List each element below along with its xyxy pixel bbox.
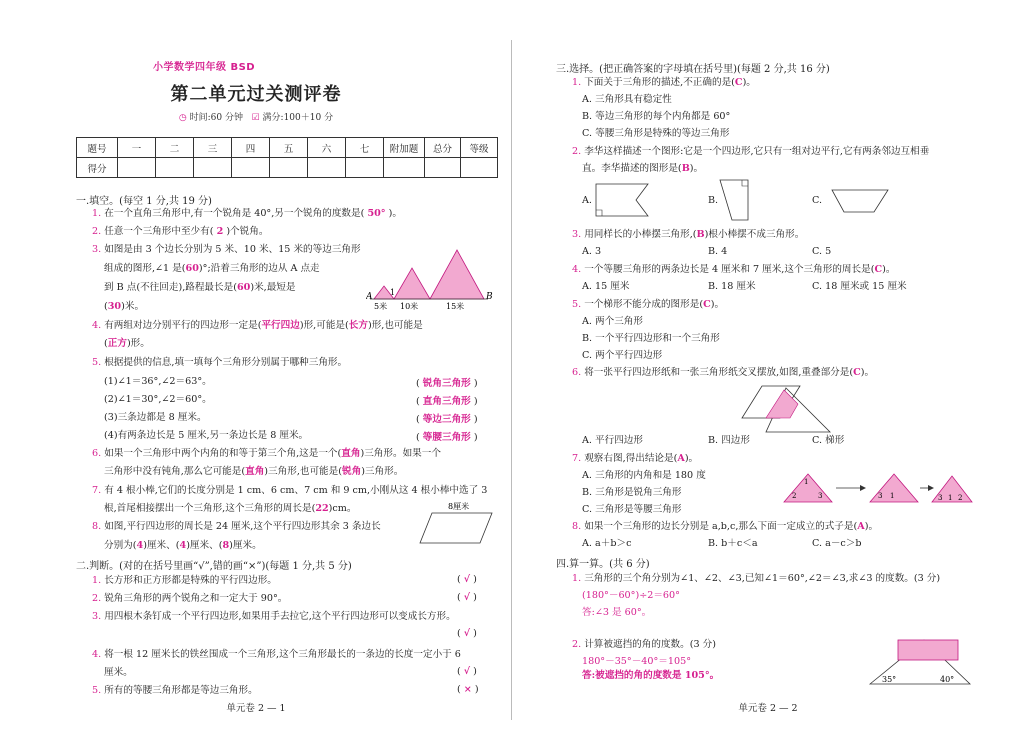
triangles-figure (366, 242, 496, 312)
question-number: 8. (92, 521, 102, 532)
q3-4 (572, 263, 895, 277)
q3-8-option-b: B. b＋c＜a (708, 538, 758, 549)
answer: 等腰三角形 (422, 432, 471, 443)
question-number: 4. (92, 649, 102, 660)
answer: 4 (179, 540, 187, 551)
shape-outline (832, 190, 888, 212)
score-table (76, 137, 498, 178)
side-5-label: 5米 (374, 302, 388, 311)
answer: 60 (185, 263, 199, 274)
hidden-angle-figure (868, 638, 972, 688)
q1-8-line2 (104, 539, 262, 553)
table-cell: 三 (194, 138, 232, 158)
score-table-header-row (77, 138, 498, 158)
question-number: 1. (92, 208, 102, 219)
section-fill-heading: 一.填空。(每空 1 分,共 19 分) (76, 196, 212, 207)
exam-meta (0, 110, 512, 123)
q3-3-option-c: C. 5 (812, 246, 832, 257)
question-text: )形,也可能是 (367, 320, 423, 331)
answer: C (874, 264, 883, 275)
q1-3-line2 (104, 262, 320, 276)
q3-2-line2 (582, 162, 703, 176)
angle-1-label: 1 (948, 494, 953, 502)
q1-4-line1 (92, 319, 423, 333)
q1-5-item-3: (3)三条边都是 8 厘米。 (104, 412, 207, 423)
question-text: 三角形的三个角分别为∠1、∠2、∠3,已知∠1＝60°,∠2＝∠3,求∠3 的度数。(3 分) (584, 573, 941, 584)
score-cell[interactable] (461, 158, 498, 178)
angle-3-label: 3 (818, 492, 823, 500)
question-text: )三角形。 (361, 466, 404, 477)
q1-2 (92, 225, 268, 239)
q3-3-option-a: A. 3 (582, 246, 602, 257)
left-footer: 单元卷 2 — 1 (226, 703, 286, 714)
question-text: 一个梯形不能分成的图形是( (584, 299, 704, 310)
question-text: )。 (689, 163, 704, 174)
q3-1-option-c: C. 等腰三角形是特殊的等边三角形 (582, 128, 730, 139)
question-text: 有 4 根小棒,它们的长度分别是 1 cm、6 cm、7 cm 和 9 cm,小刚从这 4 根小棒中选了 3 (104, 485, 488, 496)
angle-35-label: 35° (882, 675, 897, 684)
question-text: )。 (860, 367, 875, 378)
score-icon: ☑ (251, 113, 260, 123)
answer: × (463, 684, 472, 695)
answer: 直角 (341, 448, 361, 459)
arrow-head-icon (928, 485, 934, 491)
question-text: )厘米、( (143, 540, 180, 551)
question-text: 用四根木条钉成一个平行四边形,如果用手去拉它,这个平行四边形可以变成长方形。 (104, 611, 456, 622)
clock-icon: ◷ (178, 113, 187, 123)
q3-7-option-c: C. 三角形是等腰三角形 (582, 504, 682, 515)
right-angle-mark (742, 180, 748, 186)
question-text: )三角形,也可能是( (264, 466, 342, 477)
q3-3 (572, 228, 804, 242)
table-cell: 总分 (425, 138, 461, 158)
score-cell[interactable] (270, 158, 308, 178)
table-cell: 六 (308, 138, 346, 158)
q1-4-line2 (104, 337, 150, 351)
section-judge-heading: 二.判断。(对的在括号里画“√”,错的画“×”)(每题 1 分,共 5 分) (76, 561, 352, 572)
question-number: 6. (572, 367, 582, 378)
q3-8-option-a: A. a＋b＞c (582, 538, 632, 549)
question-number: 8. (572, 521, 582, 532)
q2-1 (92, 574, 277, 588)
q3-2-option-c: C. (812, 195, 823, 206)
q3-1 (572, 76, 756, 90)
question-text: 用同样长的小棒摆三角形,( (584, 229, 697, 240)
question-number: 3. (92, 244, 102, 255)
q1-5-item-2: (2)∠1＝30°,∠2＝60°。 (104, 394, 212, 405)
q1-1 (92, 207, 402, 221)
grade-tag: 小学数学四年级 BSD (153, 62, 256, 73)
question-text: )厘米、( (186, 540, 223, 551)
q3-4-option-a: A. 15 厘米 (582, 281, 630, 292)
question-text: 将一根 12 厘米长的铁丝围成一个三角形,这个三角形最长的一条边的长度一定小于 6 (104, 649, 461, 660)
answer: 正方 (107, 338, 127, 349)
option-b-shape (718, 178, 754, 222)
q1-5-head (92, 356, 347, 370)
question-text: )。 (388, 208, 402, 219)
q2-4-answer: ( √ ) (457, 666, 477, 677)
answer: 锐角三角形 (422, 378, 471, 389)
q1-5-item-1: (1)∠1＝36°,∠2＝63°。 (104, 376, 212, 387)
question-text: )形。 (126, 338, 150, 349)
overlap-region (766, 390, 798, 418)
question-text: )。 (684, 453, 699, 464)
q2-2 (92, 592, 287, 606)
question-text: 组成的图形,∠1 是( (104, 263, 186, 274)
answer: 锐角 (342, 466, 362, 477)
q1-8-line1 (92, 520, 381, 534)
q3-2-line1 (572, 145, 929, 159)
question-text: 观察右图,得出结论是( (584, 453, 678, 464)
answer: B (696, 229, 705, 240)
angle-1-label: 1 (804, 478, 809, 486)
question-text: 根据提供的信息,填一填每个三角形分别属于哪种三角形。 (104, 357, 348, 368)
angle-3-label: 3 (938, 494, 943, 502)
right-angle-mark (596, 210, 602, 216)
full-score: 满分:100＋10 分 (262, 113, 334, 123)
right-page (512, 0, 1024, 752)
score-table-score-row (77, 158, 498, 178)
angle-3-label: 3 (878, 492, 883, 500)
question-number: 5. (92, 685, 102, 696)
score-cell[interactable] (384, 158, 425, 178)
question-text: )三角形。如果一个 (360, 448, 441, 459)
question-text: 如图,平行四边形的周长是 24 厘米,这个平行四边形其余 3 条边长 (104, 521, 381, 532)
q1-3-line1 (92, 243, 361, 257)
triangle-large (430, 250, 484, 299)
answer: √ (463, 628, 471, 639)
question-number: 7. (92, 485, 102, 496)
question-number: 2. (92, 226, 102, 237)
answer: C (703, 299, 711, 310)
question-text: 一个等腰三角形的两条边长是 4 厘米和 7 厘米,这个三角形的周长是( (584, 264, 875, 275)
q3-4-option-b: B. 18 厘米 (708, 281, 756, 292)
section-choice-heading: 三.选择。(把正确答案的字母填在括号里)(每题 2 分,共 16 分) (556, 64, 830, 75)
answer: A (677, 453, 685, 464)
point-b-label: B (486, 292, 493, 302)
question-text: 到 B 点(不往回走),路程最长是( (104, 282, 237, 293)
question-text: 三角形中没有钝角,那么它可能是( (104, 466, 246, 477)
q3-1-option-b: B. 等边三角形的每个内角都是 60° (582, 111, 731, 122)
q2-5 (92, 684, 258, 698)
q1-3-line4 (104, 300, 144, 314)
time-limit: 时间:60 分钟 (189, 113, 243, 123)
question-number: 3. (92, 611, 102, 622)
answer: √ (463, 666, 471, 677)
section-calc-heading: 四.算一算。(共 6 分) (556, 559, 650, 570)
q4-1-work: (180°－60°)÷2＝60° (582, 590, 680, 601)
question-number: 1. (92, 575, 102, 586)
score-cell[interactable] (232, 158, 270, 178)
question-number: 6. (92, 448, 102, 459)
answer: 60 (236, 282, 251, 293)
q1-5-answer-1: ( 锐角三角形 ) (416, 378, 478, 389)
question-text: )。 (882, 264, 896, 275)
cover-rectangle (898, 640, 958, 660)
q3-6 (572, 366, 874, 380)
q2-5-answer: ( × ) (457, 684, 479, 695)
question-text: 下面关于三角形的描述,不正确的是( (584, 77, 735, 88)
q1-6-line1 (92, 447, 441, 461)
question-number: 1. (572, 77, 582, 88)
question-text: )。 (742, 77, 756, 88)
question-text: )根小棒摆不成三角形。 (704, 229, 805, 240)
side-length-label: 8厘米 (448, 502, 470, 511)
question-text: )米。 (121, 301, 145, 312)
q3-5-option-a: A. 两个三角形 (582, 316, 643, 327)
answer: A (857, 521, 865, 532)
q1-7-line1 (92, 484, 487, 498)
angle-sum-figure (782, 470, 976, 506)
question-text: )°;沿着三角形的边从 A 点走 (198, 263, 320, 274)
question-text: )。 (710, 299, 725, 310)
q3-5-option-b: B. 一个平行四边形和一个三角形 (582, 333, 720, 344)
question-text: 分别为( (104, 540, 137, 551)
q2-2-answer: ( √ ) (457, 592, 477, 603)
question-text: 李华这样描述一个图形:它是一个四边形,它只有一组对边平行,它有两条邻边互相垂 (584, 146, 930, 157)
q1-5-answer-4: ( 等腰三角形 ) (416, 432, 478, 443)
side-10-label: 10米 (400, 302, 419, 311)
q4-1 (572, 572, 940, 586)
answer: 30 (107, 301, 122, 312)
score-cell[interactable] (425, 158, 461, 178)
answer: B (681, 163, 690, 174)
question-number: 1. (572, 573, 582, 584)
table-cell: 题号 (77, 138, 118, 158)
q2-3 (92, 610, 456, 624)
answer: 8 (222, 540, 230, 551)
q3-2-option-b: B. (708, 195, 719, 206)
q3-3-option-b: B. 4 (708, 246, 728, 257)
q3-7-option-b: B. 三角形是锐角三角形 (582, 487, 682, 498)
q4-2-work: 180°－35°－40°＝105° (582, 656, 692, 667)
table-cell: 七 (346, 138, 384, 158)
answer: 2 (216, 226, 224, 237)
question-number: 2. (572, 639, 582, 650)
answer: C (734, 77, 743, 88)
question-text: 如果一个三角形的边长分别是 a,b,c,那么下面一定成立的式子是( (584, 521, 858, 532)
angle-2-label: 2 (958, 494, 963, 502)
q4-2-answer: 答:被遮挡的角的度数是 105°。 (582, 670, 720, 681)
question-number: 4. (92, 320, 102, 331)
question-text: 将一张平行四边形纸和一张三角形纸交叉摆放,如图,重叠部分是( (584, 367, 854, 378)
score-cell[interactable] (118, 158, 156, 178)
q3-1-option-a: A. 三角形具有稳定性 (582, 94, 672, 105)
q1-5-answer-3: ( 等边三角形 ) (416, 414, 478, 425)
shape-outline (596, 184, 648, 216)
score-cell[interactable] (308, 158, 346, 178)
answer: 长方 (348, 320, 368, 331)
q1-3-line3 (104, 281, 296, 295)
q2-4-line1 (92, 648, 461, 662)
score-cell[interactable] (156, 158, 194, 178)
question-number: 3. (572, 229, 582, 240)
question-number: 7. (572, 453, 582, 464)
q3-2-option-a: A. (582, 195, 592, 206)
angle-40-label: 40° (940, 675, 955, 684)
q3-6-option-c: C. 梯形 (812, 435, 845, 446)
q2-1-answer: ( √ ) (457, 574, 477, 585)
question-text: 锐角三角形的两个锐角之和一定大于 90°。 (104, 593, 288, 604)
q2-4-line2: 厘米。 (104, 667, 133, 678)
q4-1-answer: 答:∠3 是 60°。 (582, 607, 652, 618)
q1-5-answer-2: ( 直角三角形 ) (416, 396, 478, 407)
question-text: 如图是由 3 个边长分别为 5 米、10 米、15 米的等边三角形 (104, 244, 361, 255)
question-number: 4. (572, 264, 582, 275)
q3-7-option-a: A. 三角形的内角和是 180 度 (582, 470, 706, 481)
question-text: )厘米。 (229, 540, 262, 551)
question-text: )个锐角。 (226, 226, 269, 237)
q3-6-option-a: A. 平行四边形 (582, 435, 643, 446)
side-15-label: 15米 (446, 302, 465, 311)
answer: √ (463, 574, 471, 585)
parallelogram (420, 513, 492, 543)
question-text: 如果一个三角形中两个内角的和等于第三个角,这是一个( (104, 448, 342, 459)
table-cell: 附加题 (384, 138, 425, 158)
q3-4-option-c: C. 18 厘米或 15 厘米 (812, 281, 907, 292)
question-number: 5. (572, 299, 582, 310)
question-text: 直。李华描述的图形是( (582, 163, 682, 174)
q1-5-item-4: (4)有两条边长是 5 厘米,另一条边长是 8 厘米。 (104, 430, 309, 441)
answer: 4 (136, 540, 144, 551)
table-cell: 四 (232, 138, 270, 158)
parallelogram-figure (418, 500, 494, 546)
answer: 直角三角形 (422, 396, 471, 407)
triangle-medium (394, 268, 430, 299)
question-text: 计算被遮挡的角的度数。(3 分) (584, 639, 716, 650)
angle-1-label: 1 (390, 288, 396, 297)
question-text: )形,可能是( (299, 320, 349, 331)
answer: 22 (315, 503, 329, 514)
question-text: 所有的等腰三角形都是等边三角形。 (104, 685, 258, 696)
answer: √ (463, 592, 471, 603)
option-c-shape (830, 186, 890, 216)
answer: C (853, 367, 861, 378)
question-text: 在一个直角三角形中,有一个锐角是 40°,另一个锐角的度数是( (104, 208, 365, 219)
score-cell[interactable] (194, 158, 232, 178)
arrow-head-icon (860, 485, 866, 491)
q2-3-answer: ( √ ) (457, 628, 477, 639)
question-number: 2. (92, 593, 102, 604)
question-text: ( (104, 301, 108, 312)
question-text: )cm。 (328, 503, 357, 514)
question-text: 有两组对边分别平行的四边形一定是( (104, 320, 262, 331)
q3-5 (572, 298, 724, 312)
question-text: ( (104, 338, 108, 349)
question-number: 2. (572, 146, 582, 157)
answer: 等边三角形 (422, 414, 471, 425)
table-cell: 等级 (461, 138, 498, 158)
point-a-label: A (366, 292, 373, 302)
q3-7 (572, 452, 698, 466)
table-cell: 一 (118, 138, 156, 158)
angle-1-label: 1 (890, 492, 895, 500)
question-text: 任意一个三角形中至少有( (104, 226, 214, 237)
option-a-shape (594, 182, 650, 218)
question-text: )米,最短是 (250, 282, 296, 293)
overlap-figure (736, 384, 832, 434)
table-cell: 五 (270, 138, 308, 158)
q3-8 (572, 520, 878, 534)
q3-8-option-c: C. a－c＞b (812, 538, 862, 549)
angle-2-label: 2 (792, 492, 797, 500)
answer: 50° (367, 208, 386, 219)
q4-2 (572, 638, 716, 652)
table-cell: 得分 (77, 158, 118, 178)
q3-5-option-c: C. 两个平行四边形 (582, 350, 663, 361)
q1-6-line2 (104, 465, 403, 479)
question-text: 长方形和正方形都是特殊的平行四边形。 (104, 575, 277, 586)
question-text: 根,首尾相接摆出一个三角形,这个三角形的周长是( (104, 503, 316, 514)
answer: 直角 (245, 466, 265, 477)
q3-6-option-b: B. 四边形 (708, 435, 750, 446)
answer: 平行四边 (261, 320, 300, 331)
score-cell[interactable] (346, 158, 384, 178)
page-title: 第二单元过关测评卷 (170, 84, 342, 105)
question-text: )。 (864, 521, 879, 532)
q1-7-line2 (104, 502, 356, 516)
right-footer: 单元卷 2 — 2 (738, 703, 798, 714)
question-number: 5. (92, 357, 102, 368)
table-cell: 二 (156, 138, 194, 158)
